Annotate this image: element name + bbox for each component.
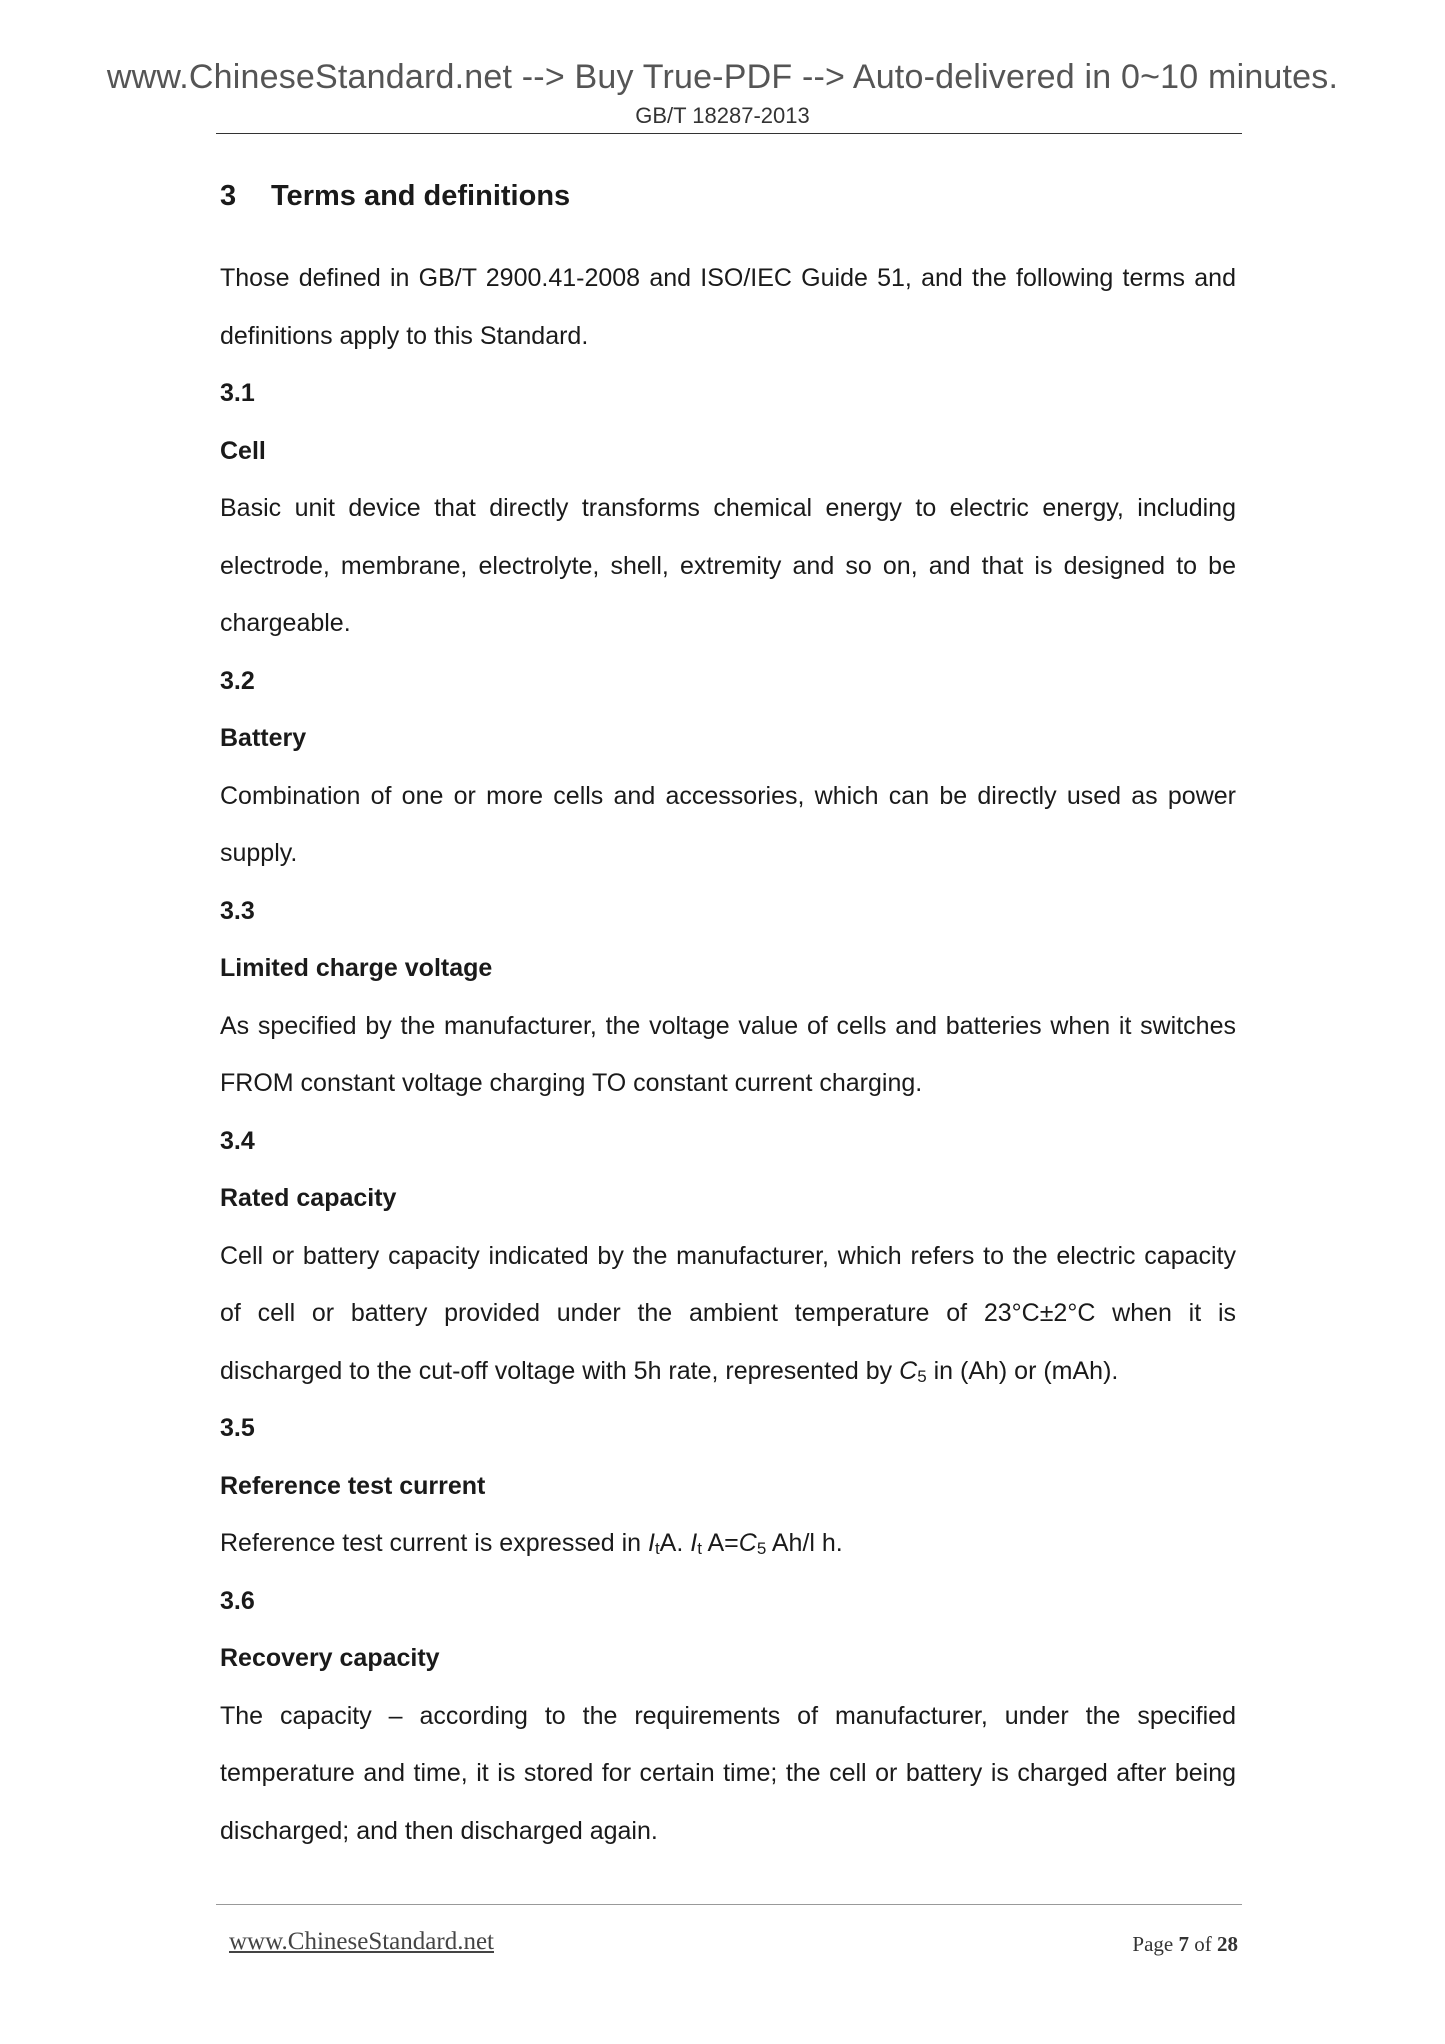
clause-term: Reference test current	[220, 1471, 486, 1500]
page-total: 28	[1217, 1932, 1238, 1956]
definition-text: Cell or battery capacity indicated by the manufacturer, which refers to the electric capacity of cell or battery provided under the ambient temperature of 23°C±2°C when it is discharged to the cut-off voltage with 5h rate, represented by	[220, 1241, 1236, 1385]
definition-text: A.	[659, 1529, 691, 1557]
page-label: Page	[1132, 1932, 1174, 1956]
clause-definition: As specified by the manufacturer, the voltage value of cells and batteries when it switches FROM constant voltage charging TO constant current charging.	[220, 1011, 1236, 1097]
clause-term: Cell	[220, 436, 266, 465]
definition-text: Reference test current is expressed in	[220, 1529, 648, 1557]
footer-website-link[interactable]: www.ChineseStandard.net	[229, 1928, 494, 1955]
clause-3-6	[220, 1573, 1236, 1861]
header-rule	[216, 133, 1242, 134]
document-body	[220, 170, 1236, 1860]
symbol-subscript: 5	[917, 1366, 927, 1386]
current-symbol: I	[647, 1529, 655, 1557]
section-title: Terms and definitions	[271, 180, 571, 212]
clause-term: Rated capacity	[220, 1184, 397, 1212]
page-current: 7	[1178, 1932, 1189, 1956]
current-symbol: I	[690, 1529, 698, 1557]
clause-number: 3.5	[220, 1414, 255, 1442]
clause-3-5	[220, 1400, 1236, 1573]
clause-number: 3.3	[220, 896, 255, 925]
clause-3-4	[220, 1113, 1236, 1401]
section-intro: Those defined in GB/T 2900.41-2008 and ISO/IEC Guide 51, and the following terms and definitions apply to this Standard.	[220, 264, 1236, 350]
clause-definition	[220, 1228, 1236, 1401]
source-banner: www.ChineseStandard.net --> Buy True-PDF --> Auto-delivered in 0~10 minutes.	[106, 58, 1339, 96]
clause-definition	[220, 1515, 1236, 1573]
symbol-subscript: t	[654, 1539, 660, 1558]
standard-code: GB/T 18287-2013	[635, 103, 810, 128]
section-number: 3	[220, 180, 237, 212]
capacity-symbol: C	[738, 1529, 757, 1557]
section-heading	[220, 170, 1236, 222]
clause-3-1	[220, 365, 1236, 653]
clause-number: 3.4	[220, 1126, 255, 1155]
clause-definition: The capacity – according to the requirements of manufacturer, under the specified temperature and time, it is stored for certain time; the cell or battery is charged after being discharged; and then discharged again.	[220, 1701, 1236, 1845]
symbol-subscript: t	[697, 1539, 702, 1558]
capacity-symbol: C	[899, 1356, 918, 1385]
definition-text: A=	[701, 1529, 739, 1557]
symbol-subscript: 5	[756, 1539, 767, 1558]
clause-definition: Basic unit device that directly transforms chemical energy to electric energy, including electrode, membrane, electrolyte, shell, extremity and so on, and that is designed to be chargeable.	[220, 494, 1236, 637]
clause-3-3	[220, 883, 1236, 1113]
clause-number: 3.2	[220, 666, 255, 695]
page-of: of	[1194, 1932, 1212, 1956]
clause-term: Limited charge voltage	[220, 954, 493, 982]
clause-definition: Combination of one or more cells and accessories, which can be directly used as power supply.	[220, 781, 1236, 867]
clause-term: Battery	[220, 724, 307, 752]
clause-term: Recovery capacity	[220, 1644, 440, 1672]
page-indicator	[1132, 1932, 1238, 1957]
clause-number: 3.6	[220, 1586, 255, 1615]
definition-text: in (Ah) or (mAh).	[926, 1356, 1119, 1385]
clause-3-2	[220, 653, 1236, 883]
definition-text: Ah/l h.	[766, 1529, 843, 1557]
clause-number: 3.1	[220, 379, 255, 407]
footer-rule	[216, 1904, 1242, 1905]
